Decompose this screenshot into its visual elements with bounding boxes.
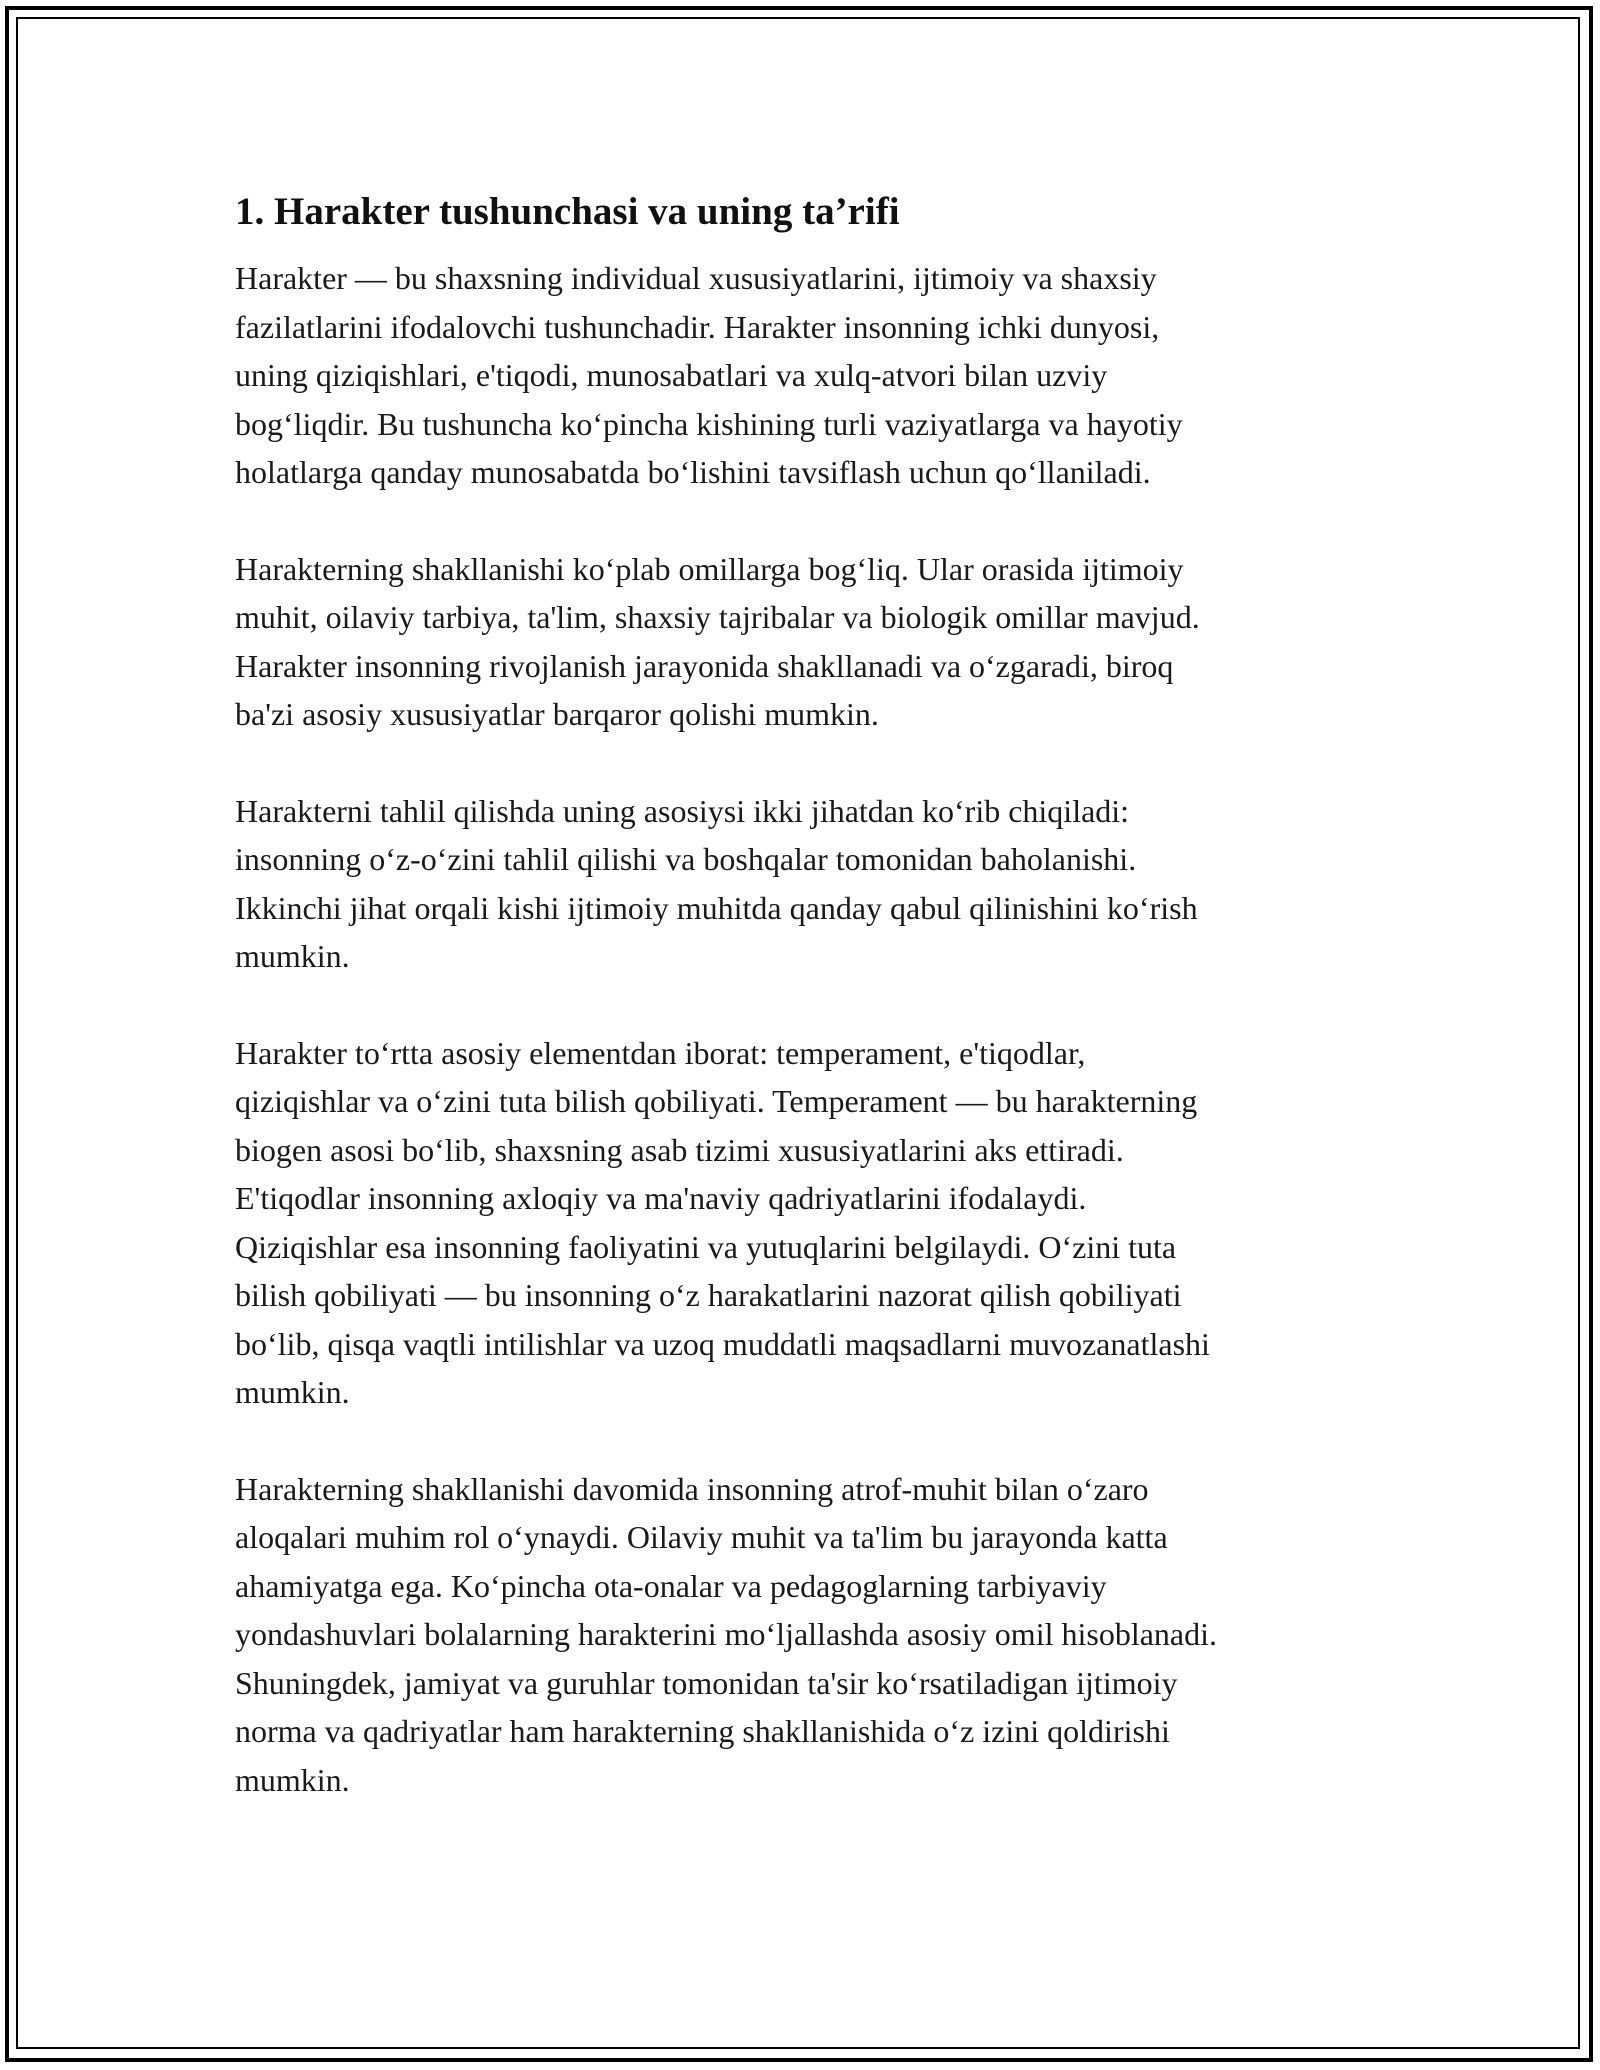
paragraph-line: muhit, oilaviy tarbiya, ta'lim, shaxsiy tajribalar va biologik omillar mavjud.: [235, 599, 1200, 635]
paragraph-line: Harakterning shakllanishi davomida insonning atrof-muhit bilan o‘zaro: [235, 1470, 1149, 1507]
paragraph-4: [235, 1029, 1375, 1417]
paragraph-line: bilish qobiliyati — bu insonning o‘z harakatlarini nazorat qilish qobiliyati: [235, 1277, 1182, 1313]
paragraph-line: fazilatlarini ifodalovchi tushunchadir. Harakter insonning ichki dunyosi,: [235, 308, 1160, 345]
paragraph-line: insonning o‘z-o‘zini tahlil qilishi va boshqalar tomonidan baholanishi.: [235, 841, 1137, 877]
paragraph-line: Harakterni tahlil qilishda uning asosiysi ikki jihatdan ko‘rib chiqiladi:: [235, 792, 1130, 829]
paragraph-5: [235, 1465, 1375, 1805]
paragraph-line: aloqalari muhim rol o‘ynaydi. Oilaviy muhit va ta'lim bu jarayonda katta: [235, 1519, 1168, 1555]
paragraph-2: [235, 545, 1375, 739]
paragraph-line: Harakterning shakllanishi ko‘plab omillarga bog‘liq. Ular orasida ijtimoiy: [235, 550, 1184, 587]
paragraph-line: Harakter to‘rtta asosiy elementdan iborat: temperament, e'tiqodlar,: [235, 1034, 1086, 1071]
paragraph-1: [235, 254, 1375, 497]
paragraph-line: norma va qadriyatlar ham harakterning shakllanishida o‘z izini qoldirishi: [235, 1713, 1170, 1749]
paragraph-line: holatlarga qanday munosabatda bo‘lishini tavsiflash uchun qo‘llaniladi.: [235, 454, 1151, 490]
paragraph-line: mumkin.: [235, 1761, 350, 1798]
document-body: [235, 186, 1375, 1852]
paragraph-line: E'tiqodlar insonning axloqiy va ma'naviy qadriyatlarini ifodalaydi.: [235, 1180, 1087, 1216]
paragraph-line: mumkin.: [235, 1374, 350, 1410]
paragraph-line: mumkin.: [235, 938, 350, 974]
paragraph-line: Harakter — bu shaxsning individual xususiyatlarini, ijtimoiy va shaxsiy: [235, 260, 1157, 296]
section-heading: 1. Harakter tushunchasi va uning ta’rifi: [235, 190, 900, 233]
paragraph-line: Shuningdek, jamiyat va guruhlar tomonidan ta'sir ko‘rsatiladigan ijtimoiy: [235, 1664, 1178, 1701]
paragraph-line: ba'zi asosiy xususiyatlar barqaror qolishi mumkin.: [235, 696, 879, 732]
paragraph-line: qiziqishlar va o‘zini tuta bilish qobiliyati. Temperament — bu harakterning: [235, 1083, 1198, 1119]
paragraph-line: bog‘liqdir. Bu tushuncha ko‘pincha kishining turli vaziyatlarga va hayotiy: [235, 405, 1183, 442]
paragraph-3: [235, 787, 1375, 981]
paragraph-line: bo‘lib, qisqa vaqtli intilishlar va uzoq muddatli maqsadlarni muvozanatlashi: [235, 1325, 1210, 1362]
paragraph-line: uning qiziqishlari, e'tiqodi, munosabatlari va xulq-atvori bilan uzviy: [235, 357, 1108, 393]
paragraph-line: Ikkinchi jihat orqali kishi ijtimoiy muhitda qanday qabul qilinishini ko‘rish: [235, 889, 1198, 926]
paragraph-line: ahamiyatga ega. Ko‘pincha ota-onalar va pedagoglarning tarbiyaviy: [235, 1567, 1107, 1604]
paragraph-line: yondashuvlari bolalarning harakterini mo‘ljallashda asosiy omil hisoblanadi.: [235, 1616, 1217, 1652]
paragraph-line: biogen asosi bo‘lib, shaxsning asab tizimi xususiyatlarini aks ettiradi.: [235, 1131, 1124, 1168]
paragraph-line: Qiziqishlar esa insonning faoliyatini va yutuqlarini belgilaydi. O‘zini tuta: [235, 1228, 1177, 1265]
paragraph-line: Harakter insonning rivojlanish jarayonida shakllanadi va o‘zgaradi, biroq: [235, 647, 1174, 684]
